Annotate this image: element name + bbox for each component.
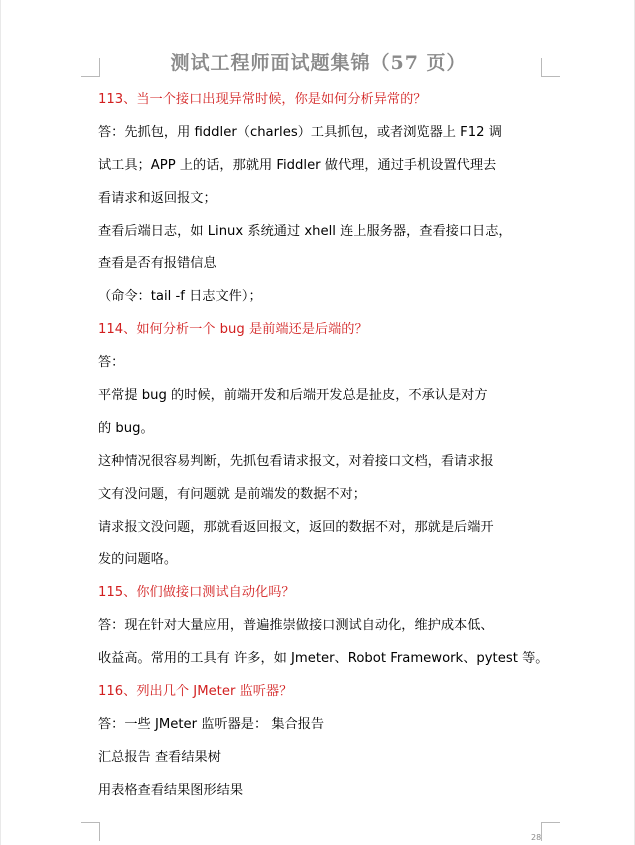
- question-heading: 116、列出几个 JMeter 监听器？: [98, 684, 293, 700]
- page-title: 测试工程师面试题集锦（57 页）: [170, 52, 467, 74]
- answer-text-line: 的 bug。: [98, 420, 154, 436]
- answer-text-line: 看请求和返回报文；: [98, 190, 217, 206]
- answer-text-line: 这种情况很容易判断，先抓包看请求报文，对着接口文档，看请求报: [98, 453, 494, 469]
- answer-text-line: 请求报文没问题，那就看返回报文，返回的数据不对，那就是后端开: [98, 519, 494, 535]
- answer-text-line: （命令：tail -f 日志文件）；: [98, 289, 262, 305]
- answer-text-line: 发的问题咯。: [98, 552, 178, 568]
- answer-text-line: 汇总报告 查看结果树: [98, 749, 221, 765]
- answer-text-line: 答：先抓包，用 fiddler（charles）工具抓包，或者浏览器上 F12 调: [98, 124, 502, 140]
- answer-text-line: 平常提 bug 的时候，前端开发和后端开发总是扯皮，不承认是对方: [98, 388, 488, 404]
- answer-text-line: 试工具；APP 上的话，那就用 Fiddler 做代理，通过手机设置代理去: [98, 157, 497, 173]
- answer-text-line: 文有没问题，有问题就 是前端发的数据不对；: [98, 486, 366, 502]
- document-body: [98, 84, 548, 808]
- answer-text-line: 答：现在针对大量应用，普遍推崇做接口测试自动化，维护成本低、: [98, 618, 494, 634]
- question-heading: 114、如何分析一个 bug 是前端还是后端的？: [98, 322, 368, 338]
- answer-text-line: 用表格查看结果图形结果: [98, 782, 244, 798]
- answer-text-line: 收益高。常用的工具有 许多，如 Jmeter、Robot Framework、pytest 等。: [98, 651, 548, 667]
- answer-text-line: 查看是否有报错信息: [98, 256, 217, 272]
- crop-mark-bottom-right: [541, 822, 560, 841]
- crop-mark-bottom-left: [81, 822, 100, 841]
- answer-text-line: 答：一些 JMeter 监听器是： 集合报告: [98, 716, 325, 732]
- answer-text-line: 查看后端日志，如 Linux 系统通过 xhell 连上服务器，查看接口日志，: [98, 223, 512, 239]
- question-heading: 115、你们做接口测试自动化吗？: [98, 585, 295, 601]
- answer-text-line: 答：: [98, 355, 125, 371]
- question-heading: 113、当一个接口出现异常时候，你是如何分析异常的？: [98, 92, 427, 107]
- page-number: 28: [531, 833, 542, 842]
